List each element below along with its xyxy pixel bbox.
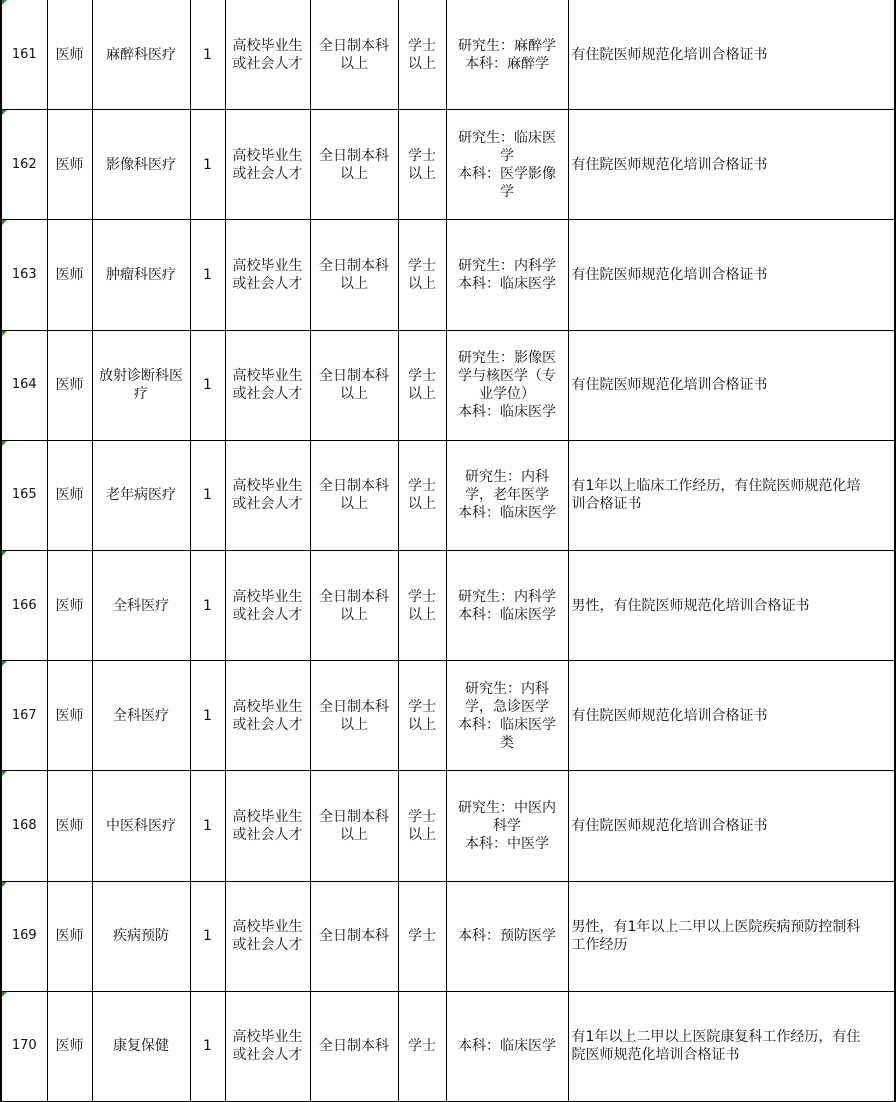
major-cell-text: 研究生：麻醉学 本科：麻醉学: [458, 37, 556, 72]
position-cell-text: 医师: [55, 266, 84, 283]
degree-cell: [398, 991, 446, 1101]
major-cell-text: 研究生：中医内 科学 本科：中医学: [458, 799, 556, 852]
requirement-cell: [568, 661, 895, 771]
requirement-cell: [568, 330, 895, 440]
education-cell-text: 全日制本科 以上: [319, 588, 389, 623]
headcount-cell: [190, 550, 225, 660]
cell-marker-icon: [2, 771, 7, 776]
row-number-cell: [1, 550, 47, 660]
degree-cell: [398, 550, 446, 660]
education-cell: [310, 550, 398, 660]
row-number-cell: [1, 881, 47, 991]
requirement-cell-text: 有住院医师规范化培训合格证书: [571, 46, 768, 63]
degree-cell-text: 学士 以上: [408, 698, 436, 733]
department-cell: [92, 220, 190, 330]
position-cell: [47, 330, 92, 440]
row-number-cell-text: 166: [11, 597, 37, 613]
headcount-cell: [190, 771, 225, 881]
position-cell-text: 医师: [55, 707, 84, 724]
cell-marker-icon: [2, 110, 7, 115]
major-cell-text: 研究生：影像医 学与核医学（专 业学位） 本科：临床医学: [458, 350, 556, 421]
table-row: [1, 550, 895, 660]
department-cell-text: 影像科医疗: [106, 156, 176, 173]
row-number-cell: [1, 661, 47, 771]
education-cell-text: 全日制本科 以上: [319, 478, 389, 513]
position-cell: [47, 771, 92, 881]
candidate-source-cell: [225, 220, 310, 330]
table-row: [1, 661, 895, 771]
row-number-cell: [1, 440, 47, 550]
table-row: [1, 110, 895, 220]
row-number-cell-text: 161: [11, 46, 37, 62]
education-cell-text: 全日制本科 以上: [319, 257, 389, 292]
position-cell: [47, 440, 92, 550]
major-cell: [446, 550, 568, 660]
candidate-source-cell: [225, 440, 310, 550]
department-cell: [92, 661, 190, 771]
requirement-cell-text: 有住院医师规范化培训合格证书: [571, 266, 768, 283]
candidate-source-cell-text: 高校毕业生 或社会人才: [232, 147, 303, 182]
headcount-cell: [190, 661, 225, 771]
headcount-cell: [190, 881, 225, 991]
major-cell-text: 本科：预防医学: [458, 928, 556, 945]
degree-cell: [398, 440, 446, 550]
position-cell-text: 医师: [55, 46, 84, 63]
table-row: [1, 330, 895, 440]
row-number-cell: [1, 110, 47, 220]
position-cell: [47, 110, 92, 220]
education-cell-text: 全日制本科 以上: [319, 147, 389, 182]
cell-marker-icon: [2, 551, 7, 556]
department-cell: [92, 330, 190, 440]
degree-cell-text: 学士 以上: [408, 478, 436, 513]
position-cell-text: 医师: [55, 156, 84, 173]
candidate-source-cell-text: 高校毕业生 或社会人才: [232, 588, 303, 623]
requirement-cell-text: 男性，有1年以上二甲以上医院疾病预防控制科 工作经历: [571, 919, 861, 954]
requirement-cell: [568, 110, 895, 220]
candidate-source-cell: [225, 550, 310, 660]
degree-cell: [398, 220, 446, 330]
row-number-cell-text: 164: [11, 377, 37, 393]
row-number-cell: [1, 0, 47, 110]
candidate-source-cell-text: 高校毕业生 或社会人才: [232, 37, 303, 72]
row-number-cell: [1, 771, 47, 881]
degree-cell: [398, 661, 446, 771]
requirement-cell-text: 有1年以上二甲以上医院康复科工作经历，有住 院医师规范化培训合格证书: [571, 1029, 861, 1064]
education-cell-text: 全日制本科 以上: [319, 368, 389, 403]
degree-cell-text: 学士 以上: [408, 368, 436, 403]
position-cell-text: 医师: [55, 597, 84, 614]
requirement-cell-text: 有1年以上临床工作经历，有住院医师规范化培 训合格证书: [571, 478, 861, 513]
degree-cell-text: 学士: [408, 1038, 436, 1055]
headcount-cell: [190, 110, 225, 220]
headcount-cell-text: 1: [203, 597, 212, 614]
row-number-cell-text: 163: [11, 266, 37, 282]
department-cell-text: 全科医疗: [113, 597, 169, 614]
headcount-cell-text: 1: [203, 377, 212, 394]
degree-cell-text: 学士: [408, 928, 436, 945]
degree-cell-text: 学士 以上: [408, 37, 436, 72]
candidate-source-cell: [225, 330, 310, 440]
cell-marker-icon: [2, 441, 7, 446]
cell-marker-icon: [2, 992, 7, 997]
table-row: [1, 220, 895, 330]
education-cell: [310, 771, 398, 881]
headcount-cell: [190, 0, 225, 110]
degree-cell-text: 学士 以上: [408, 808, 436, 843]
degree-cell: [398, 110, 446, 220]
position-cell: [47, 220, 92, 330]
position-cell: [47, 550, 92, 660]
department-cell: [92, 440, 190, 550]
major-cell: [446, 881, 568, 991]
department-cell-text: 疾病预防: [113, 928, 169, 945]
candidate-source-cell-text: 高校毕业生 或社会人才: [232, 919, 303, 954]
major-cell-text: 研究生：临床医 学 本科：医学影像 学: [458, 129, 556, 200]
cell-marker-icon: [2, 882, 7, 887]
department-cell-text: 老年病医疗: [106, 487, 176, 504]
headcount-cell-text: 1: [203, 707, 212, 724]
department-cell-text: 康复保健: [113, 1038, 169, 1055]
candidate-source-cell-text: 高校毕业生 或社会人才: [232, 1029, 303, 1064]
row-number-cell-text: 168: [11, 817, 37, 833]
major-cell-text: 研究生：内科学 本科：临床医学: [458, 588, 556, 623]
row-number-cell: [1, 991, 47, 1101]
department-cell: [92, 991, 190, 1101]
row-number-cell: [1, 330, 47, 440]
requirement-cell: [568, 771, 895, 881]
degree-cell: [398, 881, 446, 991]
position-cell: [47, 991, 92, 1101]
table-row: [1, 881, 895, 991]
candidate-source-cell-text: 高校毕业生 或社会人才: [232, 368, 303, 403]
requirement-cell: [568, 220, 895, 330]
education-cell-text: 全日制本科 以上: [319, 37, 389, 72]
position-cell-text: 医师: [55, 817, 84, 834]
requirement-cell-text: 有住院医师规范化培训合格证书: [571, 377, 768, 394]
major-cell: [446, 661, 568, 771]
candidate-source-cell-text: 高校毕业生 或社会人才: [232, 257, 303, 292]
cell-marker-icon: [2, 661, 7, 666]
requirement-cell: [568, 550, 895, 660]
major-cell: [446, 771, 568, 881]
degree-cell: [398, 0, 446, 110]
candidate-source-cell: [225, 0, 310, 110]
department-cell: [92, 771, 190, 881]
department-cell-text: 放射诊断科医 疗: [99, 368, 183, 403]
requirement-cell-text: 有住院医师规范化培训合格证书: [571, 707, 768, 724]
requirement-cell-text: 有住院医师规范化培训合格证书: [571, 156, 768, 173]
cell-marker-icon: [2, 0, 7, 5]
education-cell-text: 全日制本科 以上: [319, 808, 389, 843]
cell-marker-icon: [2, 220, 7, 225]
education-cell-text: 全日制本科: [319, 928, 389, 945]
position-cell-text: 医师: [55, 1038, 84, 1055]
requirement-cell-text: 有住院医师规范化培训合格证书: [571, 817, 768, 834]
row-number-cell-text: 170: [11, 1038, 37, 1054]
candidate-source-cell: [225, 771, 310, 881]
candidate-source-cell-text: 高校毕业生 或社会人才: [232, 478, 303, 513]
requirement-cell: [568, 0, 895, 110]
education-cell: [310, 220, 398, 330]
cell-marker-icon: [2, 331, 7, 336]
major-cell: [446, 330, 568, 440]
department-cell: [92, 0, 190, 110]
requirement-cell: [568, 991, 895, 1101]
position-cell: [47, 0, 92, 110]
candidate-source-cell: [225, 110, 310, 220]
row-number-cell: [1, 220, 47, 330]
department-cell-text: 中医科医疗: [106, 817, 176, 834]
major-cell: [446, 110, 568, 220]
education-cell: [310, 0, 398, 110]
department-cell: [92, 110, 190, 220]
position-cell: [47, 881, 92, 991]
candidate-source-cell: [225, 661, 310, 771]
row-number-cell-text: 162: [11, 156, 37, 172]
education-cell-text: 全日制本科 以上: [319, 698, 389, 733]
candidate-source-cell: [225, 881, 310, 991]
table-row: [1, 440, 895, 550]
major-cell: [446, 220, 568, 330]
table-row: [1, 991, 895, 1101]
education-cell: [310, 440, 398, 550]
education-cell: [310, 661, 398, 771]
headcount-cell-text: 1: [203, 156, 212, 173]
degree-cell-text: 学士 以上: [408, 147, 436, 182]
candidate-source-cell-text: 高校毕业生 或社会人才: [232, 808, 303, 843]
headcount-cell: [190, 220, 225, 330]
requirement-cell: [568, 881, 895, 991]
headcount-cell: [190, 440, 225, 550]
education-cell: [310, 991, 398, 1101]
headcount-cell-text: 1: [203, 266, 212, 283]
degree-cell-text: 学士 以上: [408, 588, 436, 623]
row-number-cell-text: 165: [11, 487, 37, 503]
headcount-cell: [190, 330, 225, 440]
major-cell: [446, 991, 568, 1101]
requirement-cell: [568, 440, 895, 550]
table-body: [1, 0, 895, 1102]
candidate-source-cell-text: 高校毕业生 或社会人才: [232, 698, 303, 733]
requirement-cell-text: 男性，有住院医师规范化培训合格证书: [571, 597, 810, 614]
major-cell: [446, 440, 568, 550]
degree-cell: [398, 771, 446, 881]
major-cell-text: 研究生：内科 学，急诊医学 本科：临床医学 类: [458, 680, 556, 751]
table-row: [1, 0, 895, 110]
major-cell: [446, 0, 568, 110]
education-cell-text: 全日制本科: [319, 1038, 389, 1055]
major-cell-text: 研究生：内科 学，老年医学 本科：临床医学: [458, 469, 556, 522]
row-number-cell-text: 167: [11, 707, 37, 723]
headcount-cell: [190, 991, 225, 1101]
candidate-source-cell: [225, 991, 310, 1101]
position-cell: [47, 661, 92, 771]
department-cell: [92, 881, 190, 991]
headcount-cell-text: 1: [203, 1038, 212, 1055]
headcount-cell-text: 1: [203, 817, 212, 834]
department-cell-text: 肿瘤科医疗: [106, 266, 176, 283]
degree-cell: [398, 330, 446, 440]
education-cell: [310, 881, 398, 991]
degree-cell-text: 学士 以上: [408, 257, 436, 292]
position-cell-text: 医师: [55, 487, 84, 504]
department-cell: [92, 550, 190, 660]
major-cell-text: 本科：临床医学: [458, 1038, 556, 1055]
department-cell-text: 全科医疗: [113, 707, 169, 724]
headcount-cell-text: 1: [203, 46, 212, 63]
major-cell-text: 研究生：内科学 本科：临床医学: [458, 257, 556, 292]
table-row: [1, 771, 895, 881]
education-cell: [310, 330, 398, 440]
headcount-cell-text: 1: [203, 487, 212, 504]
position-cell-text: 医师: [55, 928, 84, 945]
headcount-cell-text: 1: [203, 928, 212, 945]
department-cell-text: 麻醉科医疗: [106, 46, 176, 63]
education-cell: [310, 110, 398, 220]
position-cell-text: 医师: [55, 377, 84, 394]
row-number-cell-text: 169: [11, 928, 37, 944]
